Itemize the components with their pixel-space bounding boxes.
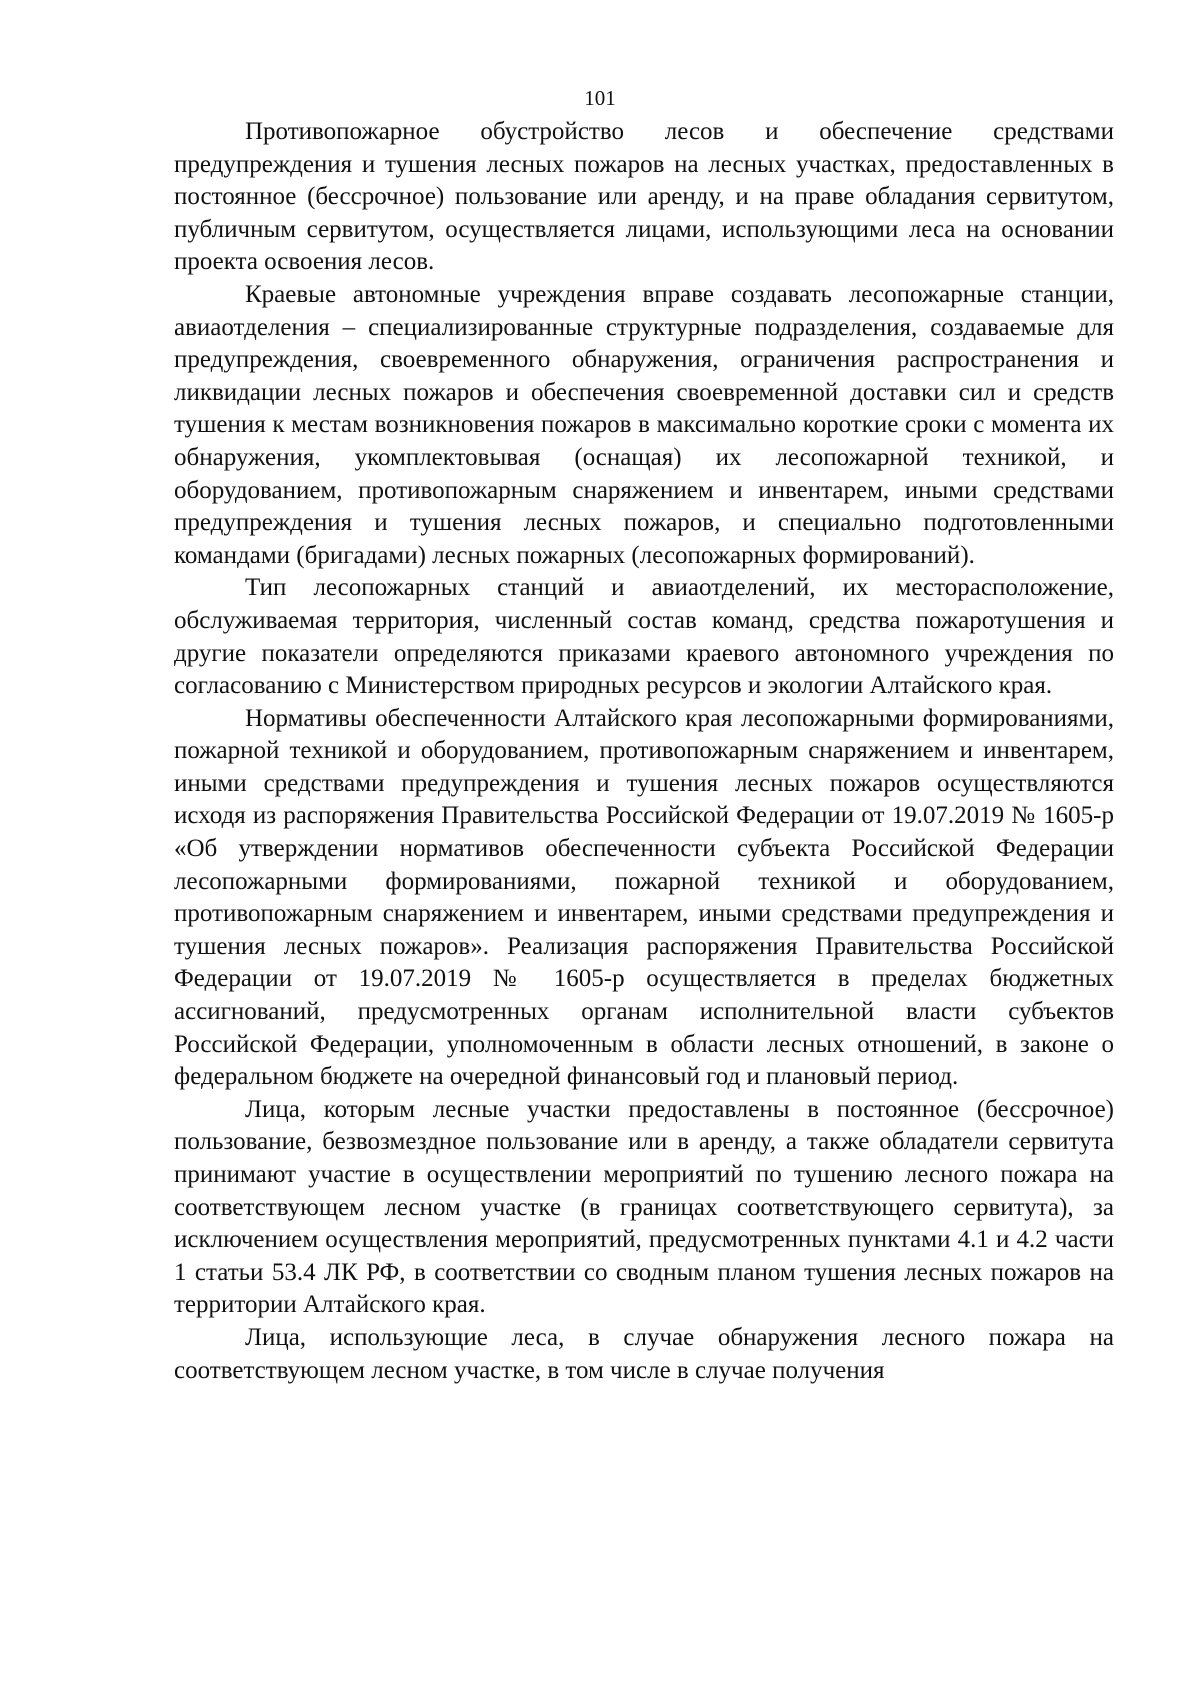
paragraph-fire-prevention: Противопожарное обустройство лесов и обеспечение средствами предупреждения и тушения лесных пожаров на лесных участках, предоставленных в постоянное (бессрочное) пользование или аренду, и на праве обладания сервитутом, публичным сервитутом, осуществляется лицами, использующими леса на основании проекта освоения лесов.: [174, 118, 1114, 276]
paragraph-station-types: Тип лесопожарных станций и авиаотделений, их месторасположение, обслуживаемая территория, численный состав команд, средства пожаротушения и другие показатели определяются приказами краевого автономного учреждения по согласованию с Министерством природных ресурсов и экологии Алтайского края.: [174, 574, 1114, 700]
paragraph-standards: Нормативы обеспеченности Алтайского края лесопожарными формированиями, пожарной техникой и оборудованием, противопожарным снаряжением и инвентарем, иными средствами предупреждения и тушения лесных пожаров осуществляются исходя из распоряжения Правительства Российской Федерации от 19.07.2019 № 1605-р «Об утверждении нормативов обеспеченности субъекта Российской Федерации лесопожарными формированиями, пожарной техникой и оборудованием, противопожарным снаряжением и инвентарем, иными средствами предупреждения и тушения лесных пожаров». Реализация распоряжения Правительства Российской Федерации от 19.07.2019 № 1605-р осуществляется в пределах бюджетных ассигнований, предусмотренных органам исполнительной власти субъектов Российской Федерации, уполномоченным в области лесных отношений, в законе о федеральном бюджете на очередной финансовый год и плановый период.: [174, 704, 1114, 1091]
document-body: [174, 116, 1114, 1387]
page-number: 101: [584, 86, 616, 110]
paragraph-fire-detection: Лица, использующие леса, в случае обнаружения лесного пожара на соответствующем лесном участке, в том числе в случае получения: [174, 1323, 1114, 1384]
paragraph-land-users: Лица, которым лесные участки предоставлены в постоянное (бессрочное) пользование, безвозмездное пользование или в аренду, а также обладатели сервитута принимают участие в осуществлении мероприятий по тушению лесного пожара на соответствующем лесном участке (в границах соответствующего сервитута), за исключением осуществления мероприятий, предусмотренных пунктами 4.1 и 4.2 части 1 статьи 53.4 ЛК РФ, в соответствии со сводным планом тушения лесных пожаров на территории Алтайского края.: [174, 1095, 1114, 1319]
paragraph-fire-stations: Краевые автономные учреждения вправе создавать лесопожарные станции, авиаотделения – специализированные структурные подразделения, создаваемые для предупреждения, своевременного обнаружения, ограничения распространения и ликвидации лесных пожаров и обеспечения своевременной доставки сил и средств тушения к местам возникновения пожаров в максимально короткие сроки с момента их обнаружения, укомплектовывая (оснащая) их лесопожарной техникой, и оборудованием, противопожарным снаряжением и инвентарем, иными средствами предупреждения и тушения лесных пожаров, и специально подготовленными командами (бригадами) лесных пожарных (лесопожарных формирований).: [174, 280, 1114, 569]
